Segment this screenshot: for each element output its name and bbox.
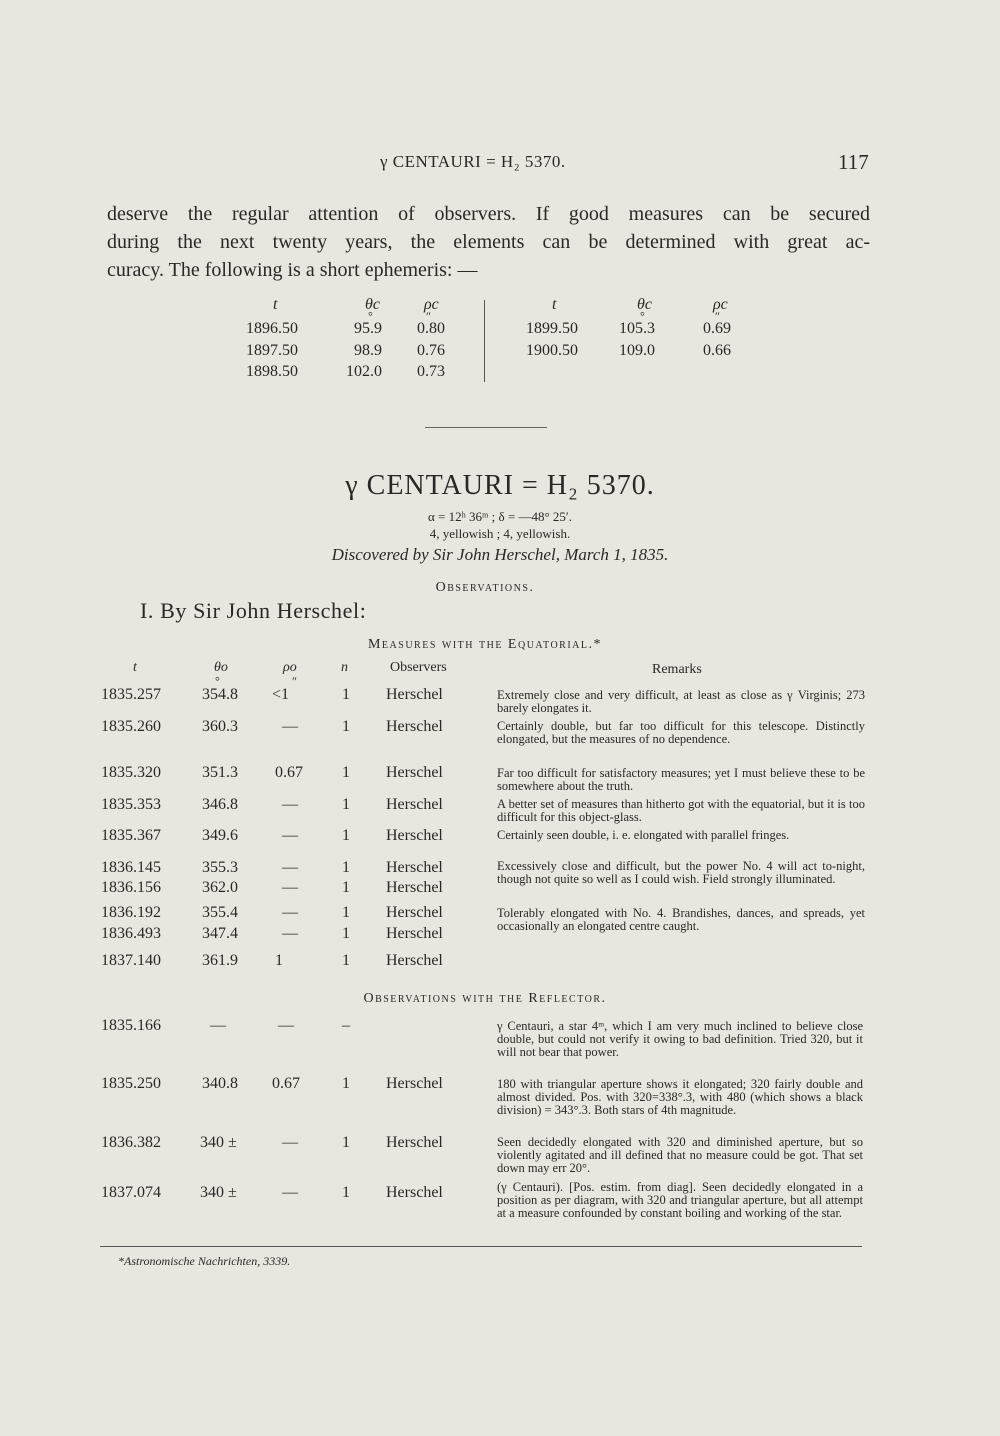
remark: A better set of measures than hitherto got with the equatorial, but it is too difficult for this object-glass. (497, 797, 865, 825)
cell-observer: Herschel (386, 764, 443, 781)
cell-n: 1 (342, 879, 350, 896)
cell-rho: — (282, 827, 298, 844)
cell-rho: — (282, 1134, 298, 1151)
equatorial-heading: Measures with the Equatorial.* (367, 637, 603, 652)
running-head-title: γ CENTAURI = H₂ 5370. (380, 152, 566, 171)
cell-t: 1837.140 (101, 952, 161, 969)
table-row (0, 952, 500, 974)
table-row (0, 904, 500, 926)
star-magnitudes: 4, yellowish ; 4, yellowish. (429, 526, 571, 541)
cell-n: 1 (342, 859, 350, 876)
cell-n: 1 (342, 952, 350, 969)
eph-rho: 0.69 (703, 320, 731, 337)
col-header-theta: θo (214, 660, 228, 675)
table-row (0, 827, 500, 849)
cell-observer: Herschel (386, 952, 443, 969)
cell-observer: Herschel (386, 686, 443, 703)
eph-header-theta: θc (637, 296, 652, 313)
eph-header-rho: ρc (424, 296, 439, 313)
col-header-rho: ρo (283, 660, 297, 675)
cell-n: 1 (342, 796, 350, 813)
section-rule (425, 427, 547, 428)
cell-t: 1836.382 (101, 1134, 161, 1151)
table-row (0, 925, 500, 947)
table-row (0, 718, 500, 740)
ephemeris-table (240, 296, 760, 386)
cell-theta: 340.8 (202, 1075, 238, 1092)
cell-theta: 354.8 (202, 686, 238, 703)
cell-t: 1835.257 (101, 686, 161, 703)
cell-theta: 360.3 (202, 718, 238, 735)
cell-rho: — (282, 796, 298, 813)
cell-observer: Herschel (386, 879, 443, 896)
section-heading: I. By Sir John Herschel: (140, 598, 367, 623)
cell-theta: 340 ± (200, 1184, 237, 1201)
eph-t: 1899.50 (526, 320, 578, 337)
cell-n: 1 (342, 1075, 350, 1092)
cell-n: 1 (342, 764, 350, 781)
eph-rho: 0.80 (417, 320, 445, 337)
remark: Excessively close and difficult, but the power No. 4 will act to-night, though not quite so well as I could wish. Field strongly illuminated. (497, 859, 865, 887)
cell-rho: — (282, 925, 298, 942)
col-header-t: t (133, 660, 137, 675)
cell-rho: — (282, 718, 298, 735)
cell-n: – (342, 1017, 350, 1034)
cell-rho: 1 (275, 952, 283, 969)
eph-header-rho: ρc (713, 296, 728, 313)
page-title: γ CENTAURI = H₂ 5370. (345, 470, 655, 501)
cell-t: 1837.074 (101, 1184, 161, 1201)
cell-rho: — (282, 859, 298, 876)
remark: γ Centauri, a star 4ᵐ, which I am very much inclined to believe close double, but could not verify it owing to bad definition. Tried 320, but it will not bear that power. (497, 1019, 863, 1060)
cell-n: 1 (342, 718, 350, 735)
eph-unit: ″ (715, 309, 720, 323)
cell-theta: — (210, 1017, 226, 1034)
column-divider (484, 300, 485, 382)
cell-observer: Herschel (386, 904, 443, 921)
eph-t: 1897.50 (246, 342, 298, 359)
cell-observer: Herschel (386, 1184, 443, 1201)
footnote-rule (100, 1246, 862, 1247)
eph-unit: ° (368, 309, 373, 323)
eph-t: 1898.50 (246, 363, 298, 380)
cell-t: 1835.166 (101, 1017, 161, 1034)
table-row (0, 796, 500, 818)
intro-paragraph (107, 200, 870, 284)
remark: Certainly double, but far too difficult for this telescope. Distinctly elongated, but the measures of no dependence. (497, 719, 865, 747)
eph-header-t: t (552, 296, 557, 313)
eph-rho: 0.66 (703, 342, 731, 359)
eph-theta: 102.0 (346, 363, 382, 380)
remark: 180 with triangular aperture shows it elongated; 320 fairly double and almost divided. Pos. with 320=338°.3, with 480 (which shows a black division) = 343°.3. Both stars of 4th magnitude. (497, 1077, 863, 1118)
cell-observer: Herschel (386, 827, 443, 844)
running-head (0, 150, 1000, 180)
cell-t: 1836.192 (101, 904, 161, 921)
cell-theta: 362.0 (202, 879, 238, 896)
eph-t: 1896.50 (246, 320, 298, 337)
cell-t: 1836.145 (101, 859, 161, 876)
table-row (0, 859, 500, 881)
page-number: 117 (838, 150, 869, 174)
col-header-observers: Observers (390, 660, 447, 675)
table-row (0, 1075, 500, 1097)
remark: Certainly seen double, i. e. elongated with parallel fringes. (497, 828, 790, 842)
table-row (0, 1134, 500, 1156)
eph-t: 1900.50 (526, 342, 578, 359)
cell-theta: 347.4 (202, 925, 238, 942)
unit-arcsec: ″ (292, 674, 297, 688)
table-row (0, 686, 500, 708)
cell-rho: — (282, 1184, 298, 1201)
cell-t: 1835.250 (101, 1075, 161, 1092)
cell-t: 1836.156 (101, 879, 161, 896)
cell-n: 1 (342, 904, 350, 921)
cell-observer: Herschel (386, 1134, 443, 1151)
eph-header-t: t (273, 296, 278, 313)
cell-theta: 351.3 (202, 764, 238, 781)
col-header-remarks: Remarks (652, 662, 702, 677)
cell-observer: Herschel (386, 925, 443, 942)
col-header-n: n (341, 660, 348, 675)
eph-rho: 0.76 (417, 342, 445, 359)
cell-t: 1835.320 (101, 764, 161, 781)
table-row (0, 1184, 500, 1206)
cell-theta: 355.4 (202, 904, 238, 921)
cell-rho: — (278, 1017, 294, 1034)
unit-degree: ° (215, 674, 220, 688)
cell-t: 1835.353 (101, 796, 161, 813)
discovery-note: Discovered by Sir John Herschel, March 1, 1835. (331, 545, 669, 564)
cell-theta: 349.6 (202, 827, 238, 844)
remark: Tolerably elongated with No. 4. Brandishes, dances, and spreads, yet occasionally an elongated centre caught. (497, 906, 865, 934)
remark: Seen decidedly elongated with 320 and diminished aperture, but so violently agitated and ill defined that no measure could be got. That set down may err 20°. (497, 1135, 863, 1176)
cell-rho: <1 (272, 686, 290, 703)
table-row (0, 1017, 500, 1039)
eph-unit: ° (640, 309, 645, 323)
cell-rho: 0.67 (275, 764, 303, 781)
cell-observer: Herschel (386, 1075, 443, 1092)
cell-t: 1836.493 (101, 925, 161, 942)
cell-n: 1 (342, 1184, 350, 1201)
cell-observer: Herschel (386, 718, 443, 735)
cell-theta: 355.3 (202, 859, 238, 876)
intro-line: during the next twenty years, the elements can be determined with great ac- (107, 231, 870, 253)
cell-theta: 361.9 (202, 952, 238, 969)
cell-n: 1 (342, 1134, 350, 1151)
cell-observer: Herschel (386, 796, 443, 813)
cell-observer: Herschel (386, 859, 443, 876)
cell-rho: — (282, 879, 298, 896)
eph-rho: 0.73 (417, 363, 445, 380)
eph-theta: 98.9 (354, 342, 382, 359)
cell-n: 1 (342, 827, 350, 844)
cell-n: 1 (342, 686, 350, 703)
cell-rho: — (282, 904, 298, 921)
table-row (0, 879, 500, 901)
eph-theta: 105.3 (619, 320, 655, 337)
cell-t: 1835.260 (101, 718, 161, 735)
eph-header-theta: θc (365, 296, 380, 313)
cell-t: 1835.367 (101, 827, 161, 844)
remark: Extremely close and very difficult, at least as close as γ Virginis; 273 barely elongates it. (497, 688, 865, 716)
intro-line: deserve the regular attention of observers. If good measures can be secured (107, 203, 870, 225)
cell-theta: 340 ± (200, 1134, 237, 1151)
remark: (γ Centauri). [Pos. estim. from diag]. Seen decidedly elongated in a position as per diagram, with 320 and triangular aperture, but all attempt at a measure confounded by constant boiling and working of the star. (497, 1180, 863, 1221)
cell-theta: 346.8 (202, 796, 238, 813)
footnote: *Astronomische Nachrichten, 3339. (118, 1254, 291, 1268)
table-row (0, 764, 500, 786)
eph-theta: 109.0 (619, 342, 655, 359)
cell-rho: 0.67 (272, 1075, 300, 1092)
intro-line: curacy. The following is a short ephemeris: — (107, 259, 478, 281)
remark: Far too difficult for satisfactory measures; yet I must believe these to be somewhere about the truth. (497, 766, 865, 794)
star-coordinates: α = 12ʰ 36ᵐ ; δ = —48° 25′. (427, 509, 573, 524)
cell-n: 1 (342, 925, 350, 942)
observations-label: Observations. (435, 580, 535, 595)
reflector-heading: Observations with the Reflector. (363, 991, 607, 1006)
eph-theta: 95.9 (354, 320, 382, 337)
eph-unit: ″ (426, 309, 431, 323)
